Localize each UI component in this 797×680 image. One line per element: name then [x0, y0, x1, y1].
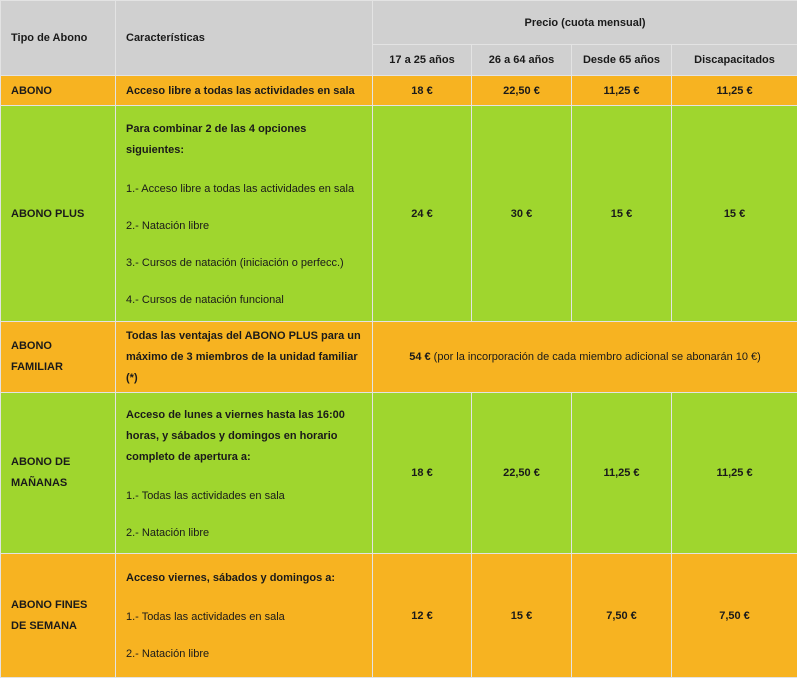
price-65: 11,25 € [572, 393, 672, 554]
header-age-65: Desde 65 años [572, 45, 672, 76]
price-26-64: 22,50 € [472, 76, 572, 106]
row-name: ABONO DE MAÑANAS [1, 393, 116, 554]
price-26-64: 30 € [472, 106, 572, 322]
price-familiar-note: (por la incorporación de cada miembro adicional se abonarán 10 €) [430, 351, 761, 363]
row-abono-fines-semana [1, 554, 797, 678]
row-desc: Acceso libre a todas las actividades en sala [116, 76, 373, 106]
price-discapacitados: 7,50 € [672, 554, 797, 678]
price-discapacitados: 11,25 € [672, 76, 797, 106]
header-row [1, 1, 797, 45]
price-familiar-amount: 54 € [409, 351, 431, 363]
price-discapacitados: 11,25 € [672, 393, 797, 554]
row-desc: Para combinar 2 de las 4 opciones siguientes: [126, 122, 307, 156]
option-3: 3.- Cursos de natación (iniciación o perfecc.) [126, 256, 344, 269]
option-4: 4.- Cursos de natación funcional [126, 293, 284, 306]
header-tipo: Tipo de Abono [1, 1, 116, 76]
row-desc: Acceso viernes, sábados y domingos a: [126, 572, 336, 584]
price-17-25: 24 € [373, 106, 472, 322]
row-desc: Todas las ventajas del ABONO PLUS para un máximo de 3 miembros de la unidad familiar (*) [116, 322, 373, 393]
option-1: 1.- Acceso libre a todas las actividades en sala [126, 182, 355, 195]
price-65: 11,25 € [572, 76, 672, 106]
header-age-26-64: 26 a 64 años [472, 45, 572, 76]
row-abono-mananas [1, 393, 797, 554]
price-discapacitados: 15 € [672, 106, 797, 322]
header-age-17-25: 17 a 25 años [373, 45, 472, 76]
price-familiar [373, 322, 797, 393]
price-17-25: 12 € [373, 554, 472, 678]
price-26-64: 22,50 € [472, 393, 572, 554]
row-name: ABONO [1, 76, 116, 106]
row-name: ABONO FAMILIAR [1, 322, 116, 393]
header-discapacitados: Discapacitados [672, 45, 797, 76]
row-features [116, 106, 373, 322]
option-1: 1.- Todas las actividades en sala [126, 489, 285, 502]
row-name: ABONO FINES DE SEMANA [1, 554, 116, 678]
row-features [116, 393, 373, 554]
option-2: 2.- Natación libre [126, 526, 210, 539]
option-1: 1.- Todas las actividades en sala [126, 611, 285, 623]
row-features [116, 554, 373, 678]
row-abono [1, 76, 797, 106]
header-precio: Precio (cuota mensual) [373, 1, 797, 45]
option-2: 2.- Natación libre [126, 648, 210, 660]
row-abono-familiar [1, 322, 797, 393]
row-abono-plus [1, 106, 797, 322]
header-caracteristicas: Características [116, 1, 373, 76]
row-name: ABONO PLUS [1, 106, 116, 322]
price-65: 15 € [572, 106, 672, 322]
price-17-25: 18 € [373, 76, 472, 106]
price-17-25: 18 € [373, 393, 472, 554]
price-26-64: 15 € [472, 554, 572, 678]
row-desc: Acceso de lunes a viernes hasta las 16:00 horas, y sábados y domingos en horario completo de apertura a: [126, 408, 345, 463]
option-2: 2.- Natación libre [126, 219, 210, 232]
price-65: 7,50 € [572, 554, 672, 678]
